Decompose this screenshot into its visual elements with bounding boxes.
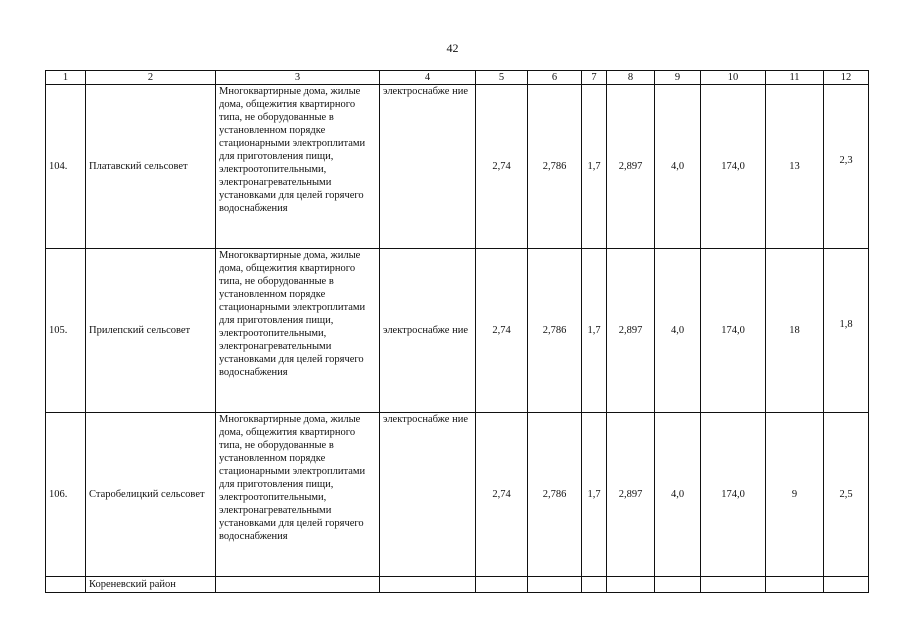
value-cell: 4,0 xyxy=(655,413,701,577)
value-cell: 2,74 xyxy=(476,85,528,249)
value-cell: 1,7 xyxy=(582,249,607,413)
column-number: 9 xyxy=(655,71,701,85)
empty-cell xyxy=(528,577,582,593)
column-number-row xyxy=(46,71,869,85)
value-cell: 2,74 xyxy=(476,249,528,413)
value-cell: 4,0 xyxy=(655,85,701,249)
consumer-category: Многоквартирные дома, жилые дома, общежития квартирного типа, не оборудованные в установленном порядке стационарными электроплитами для приготовления пищи, электроотопительными, электронагревательными установками для целей горячего водоснабжения xyxy=(216,413,380,577)
value-cell: 18 xyxy=(766,249,824,413)
table-row xyxy=(46,85,869,249)
value-text: 1,8 xyxy=(839,319,853,330)
empty-cell xyxy=(380,577,476,593)
region-row xyxy=(46,577,869,593)
value-cell: 2,786 xyxy=(528,413,582,577)
value-cell xyxy=(824,85,869,249)
value-cell: 174,0 xyxy=(701,413,766,577)
empty-cell xyxy=(46,577,86,593)
row-number: 105. xyxy=(46,249,86,413)
empty-cell xyxy=(476,577,528,593)
row-number: 104. xyxy=(46,85,86,249)
column-number: 10 xyxy=(701,71,766,85)
column-number: 2 xyxy=(86,71,216,85)
column-number: 8 xyxy=(607,71,655,85)
region-name: Кореневский район xyxy=(86,577,216,593)
column-number: 12 xyxy=(824,71,869,85)
value-cell: 13 xyxy=(766,85,824,249)
row-number: 106. xyxy=(46,413,86,577)
column-number: 5 xyxy=(476,71,528,85)
municipality-name: Прилепский сельсовет xyxy=(86,249,216,413)
municipality-name: Платавский сельсовет xyxy=(86,85,216,249)
value-text: 2,3 xyxy=(839,155,853,166)
tariff-table xyxy=(45,70,869,593)
value-cell: 2,786 xyxy=(528,85,582,249)
empty-cell xyxy=(655,577,701,593)
table-row xyxy=(46,413,869,577)
table-row xyxy=(46,249,869,413)
empty-cell xyxy=(607,577,655,593)
column-number: 7 xyxy=(582,71,607,85)
value-cell: 2,74 xyxy=(476,413,528,577)
consumer-category: Многоквартирные дома, жилые дома, общежития квартирного типа, не оборудованные в установленном порядке стационарными электроплитами для приготовления пищи, электроотопительными, электронагревательными установками для целей горячего водоснабжения xyxy=(216,85,380,249)
empty-cell xyxy=(824,577,869,593)
value-cell: 9 xyxy=(766,413,824,577)
page-number: 42 xyxy=(446,41,459,55)
utility-service: электроснабже ние xyxy=(380,249,476,413)
municipality-name: Старобелицкий сельсовет xyxy=(86,413,216,577)
column-number: 11 xyxy=(766,71,824,85)
column-number: 3 xyxy=(216,71,380,85)
column-number: 1 xyxy=(46,71,86,85)
value-cell: 2,897 xyxy=(607,413,655,577)
value-cell xyxy=(824,249,869,413)
empty-cell xyxy=(701,577,766,593)
value-cell: 2,786 xyxy=(528,249,582,413)
value-cell: 2,897 xyxy=(607,85,655,249)
empty-cell xyxy=(216,577,380,593)
utility-service: электроснабже ние xyxy=(380,413,476,577)
value-cell: 2,897 xyxy=(607,249,655,413)
value-cell: 1,7 xyxy=(582,413,607,577)
empty-cell xyxy=(766,577,824,593)
empty-cell xyxy=(582,577,607,593)
column-number: 4 xyxy=(380,71,476,85)
utility-service: электроснабже ние xyxy=(380,85,476,249)
column-number: 6 xyxy=(528,71,582,85)
value-cell: 174,0 xyxy=(701,85,766,249)
consumer-category: Многоквартирные дома, жилые дома, общежития квартирного типа, не оборудованные в установленном порядке стационарными электроплитами для приготовления пищи, электроотопительными, электронагревательными установками для целей горячего водоснабжения xyxy=(216,249,380,413)
value-cell: 4,0 xyxy=(655,249,701,413)
value-cell: 174,0 xyxy=(701,249,766,413)
value-cell: 1,7 xyxy=(582,85,607,249)
value-cell: 2,5 xyxy=(824,413,869,577)
